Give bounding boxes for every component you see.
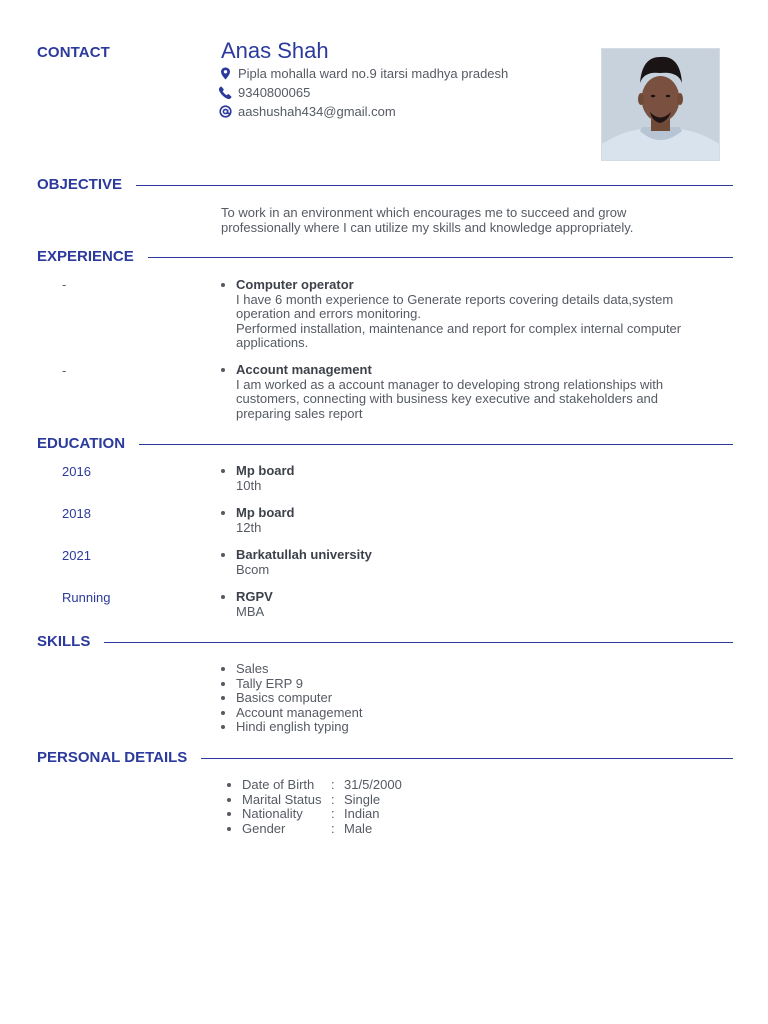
section-divider [148, 257, 733, 258]
education-item [221, 548, 711, 577]
education-heading: EDUCATION [37, 435, 126, 452]
education-school: Mp board [236, 505, 295, 520]
education-year: 2021 [62, 548, 91, 563]
skill-item: • Account management [236, 706, 362, 721]
education-item [221, 590, 711, 619]
email-line [217, 102, 508, 121]
experience-item [221, 278, 711, 351]
location-pin-icon [217, 66, 233, 82]
email-text: aashushah434@gmail.com [238, 104, 396, 119]
section-divider [201, 758, 733, 759]
education-school: Mp board [236, 463, 295, 478]
skills-section-header [37, 633, 733, 650]
experience-date: - [62, 277, 67, 292]
detail-key: Nationality [242, 806, 303, 821]
personal-detail-row [242, 822, 402, 837]
objective-text: To work in an environment which encourages me to succeed and grow professionally where I can utilize my skills and knowledge appropriately. [221, 205, 634, 235]
detail-value: 31/5/2000 [344, 777, 402, 792]
phone-line [217, 83, 508, 102]
detail-value: Single [344, 791, 381, 807]
education-degree: 10th [236, 477, 262, 493]
objective-section-header [37, 176, 733, 193]
contact-heading: CONTACT [37, 44, 110, 61]
education-degree: MBA [236, 603, 265, 619]
candidate-name: Anas Shah [221, 38, 329, 63]
education-year: Running [62, 590, 111, 605]
experience-section-header [37, 248, 733, 265]
skills-list [221, 662, 362, 735]
personal-details-section-header [37, 749, 733, 766]
detail-key: Date of Birth [242, 777, 315, 792]
skills-heading: SKILLS [37, 633, 91, 650]
education-school: RGPV [236, 589, 273, 604]
detail-key: Gender [242, 820, 286, 836]
personal-detail-row [242, 778, 402, 793]
phone-text: 9340800065 [238, 85, 311, 100]
section-divider [139, 444, 733, 445]
education-degree: 12th [236, 519, 262, 535]
section-divider [104, 642, 733, 643]
education-item [221, 464, 711, 493]
detail-separator: : [331, 777, 335, 792]
detail-key: Marital Status [242, 791, 322, 807]
detail-separator: : [331, 791, 335, 807]
detail-value: Male [344, 820, 373, 836]
phone-icon [217, 85, 233, 101]
experience-description: Performed installation, maintenance and report for complex internal computer applications. [236, 320, 682, 350]
skill-item: • Hindi english typing [236, 720, 362, 735]
education-school: Barkatullah university [236, 547, 372, 562]
experience-item [221, 363, 696, 421]
experience-date: - [62, 363, 67, 378]
personal-detail-row [242, 793, 402, 808]
at-sign-icon [217, 104, 233, 120]
skill-item: • Tally ERP 9 [236, 677, 362, 692]
objective-heading: OBJECTIVE [37, 176, 123, 193]
experience-heading: EXPERIENCE [37, 248, 134, 265]
skill-item: • Basics computer [236, 691, 362, 706]
education-section-header [37, 435, 733, 452]
detail-value: Indian [344, 806, 380, 821]
experience-title: Account management [236, 362, 372, 377]
education-item [221, 506, 711, 535]
education-degree: Bcom [236, 561, 270, 577]
address-text: Pipla mohalla ward no.9 itarsi madhya pradesh [238, 66, 509, 81]
education-year: 2018 [62, 506, 91, 521]
experience-description: I am worked as a account manager to developing strong relationships with customers, connecting with business key executive and stakeholders and preparing sales report [236, 376, 664, 421]
personal-details-heading: PERSONAL DETAILS [37, 749, 188, 766]
personal-detail-row [242, 807, 402, 822]
address-line [217, 64, 508, 83]
experience-description: I have 6 month experience to Generate reports covering details data,system operation and errors monitoring. [236, 291, 674, 321]
section-divider [136, 185, 733, 186]
profile-photo [601, 48, 720, 161]
experience-title: Computer operator [236, 277, 354, 292]
skill-item: • Sales [236, 662, 362, 677]
detail-separator: : [331, 820, 335, 836]
personal-details-list [221, 778, 402, 836]
contact-details [217, 64, 508, 121]
detail-separator: : [331, 806, 335, 821]
education-year: 2016 [62, 464, 91, 479]
